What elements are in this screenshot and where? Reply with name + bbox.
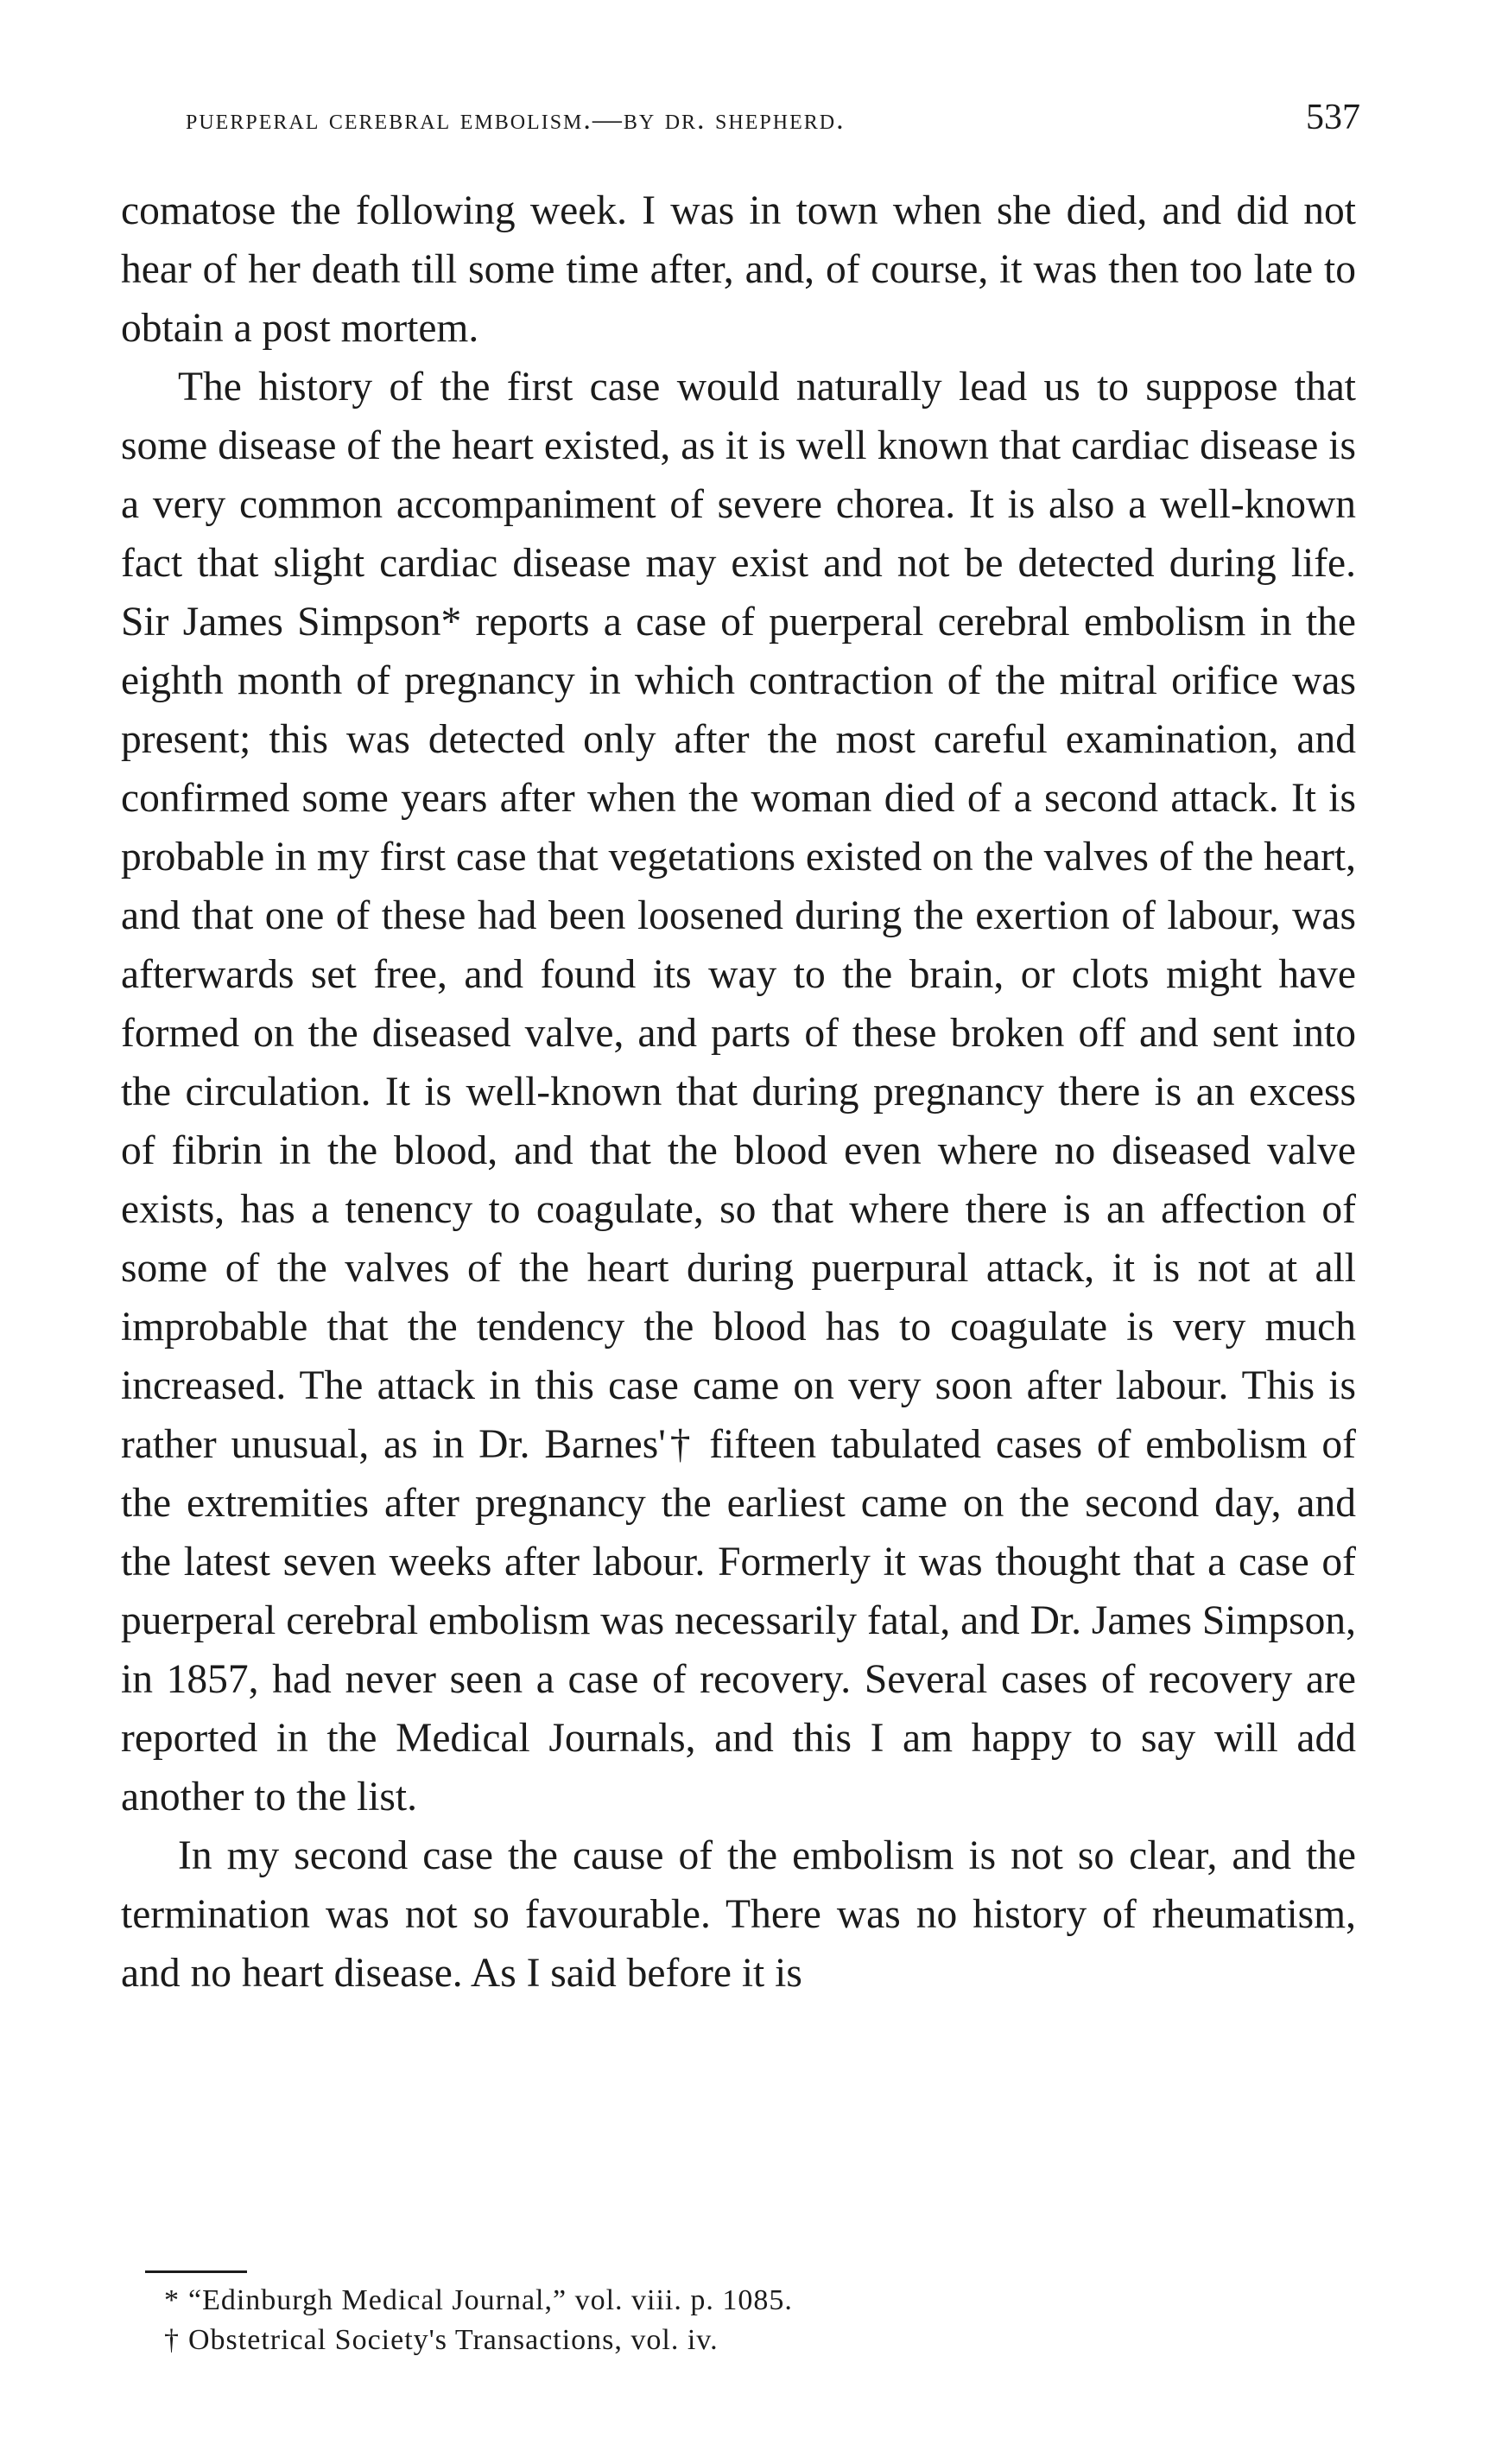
footnote-divider xyxy=(145,2270,247,2273)
body-text xyxy=(121,181,1356,2003)
paragraph-continuation: comatose the following week. I was in town when she died, and did not hear of her death till some time after, and, of course, it was then too late to obtain a post mortem. xyxy=(121,188,1356,351)
footnotes xyxy=(164,2281,1356,2360)
running-head xyxy=(186,97,1360,138)
footnote-item xyxy=(164,2281,1356,2321)
footnote-marker: † xyxy=(164,2324,180,2356)
footnote-text: Obstetrical Society's Transactions, vol. iv. xyxy=(188,2324,719,2356)
footnote-item xyxy=(164,2321,1356,2360)
footnote-text: “Edinburgh Medical Journal,” vol. viii. p. 1085. xyxy=(188,2284,793,2316)
footnote-marker: * xyxy=(164,2284,180,2316)
page-number: 537 xyxy=(1306,98,1360,137)
running-title: puerperal cerebral embolism.—by dr. shepherd. xyxy=(186,104,846,136)
paragraph-first-case-discussion: The history of the first case would naturally lead us to suppose that some disease of the heart existed, as it is well known that cardiac disease is a very common accompaniment of severe chorea. It is also a well-known fact that slight cardiac disease may exist and not be detected during life. Sir James Simpson* reports a case of puerperal cerebral embolism in the eighth month of pregnancy in which contraction of the mitral orifice was present; this was detected only after the most careful examination, and confirmed some years after when the woman died of a second attack. It is probable in my first case that vegetations existed on the valves of the heart, and that one of these had been loosened during the exertion of labour, was afterwards set free, and found its way to the brain, or clots might have formed on the diseased valve, and parts of these broken off and sent into the circulation. It is well-known that during pregnancy there is an excess of fibrin in the blood, and that the blood even where no diseased valve exists, has a tenency to coagulate, so that where there is an affection of some of the valves of the heart during puerpural attack, it is not at all improbable that the tendency the blood has to coagulate is very much increased. The attack in this case came on very soon after labour. This is rather unusual, as in Dr. Barnes'† fifteen tabulated cases of embolism of the extremities after pregnancy the earliest came on the second day, and the latest seven weeks after labour. Formerly it was thought that a case of puerperal cerebral embolism was necessarily fatal, and Dr. James Simpson, in 1857, had never seen a case of recovery. Several cases of recovery are reported in the Medical Journals, and this I am happy to say will add another to the list. xyxy=(121,365,1356,1819)
paragraph-second-case: In my second case the cause of the embolism is not so clear, and the termination was not so favourable. There was no history of rheumatism, and no heart disease. As I said before it is xyxy=(121,1833,1356,1996)
